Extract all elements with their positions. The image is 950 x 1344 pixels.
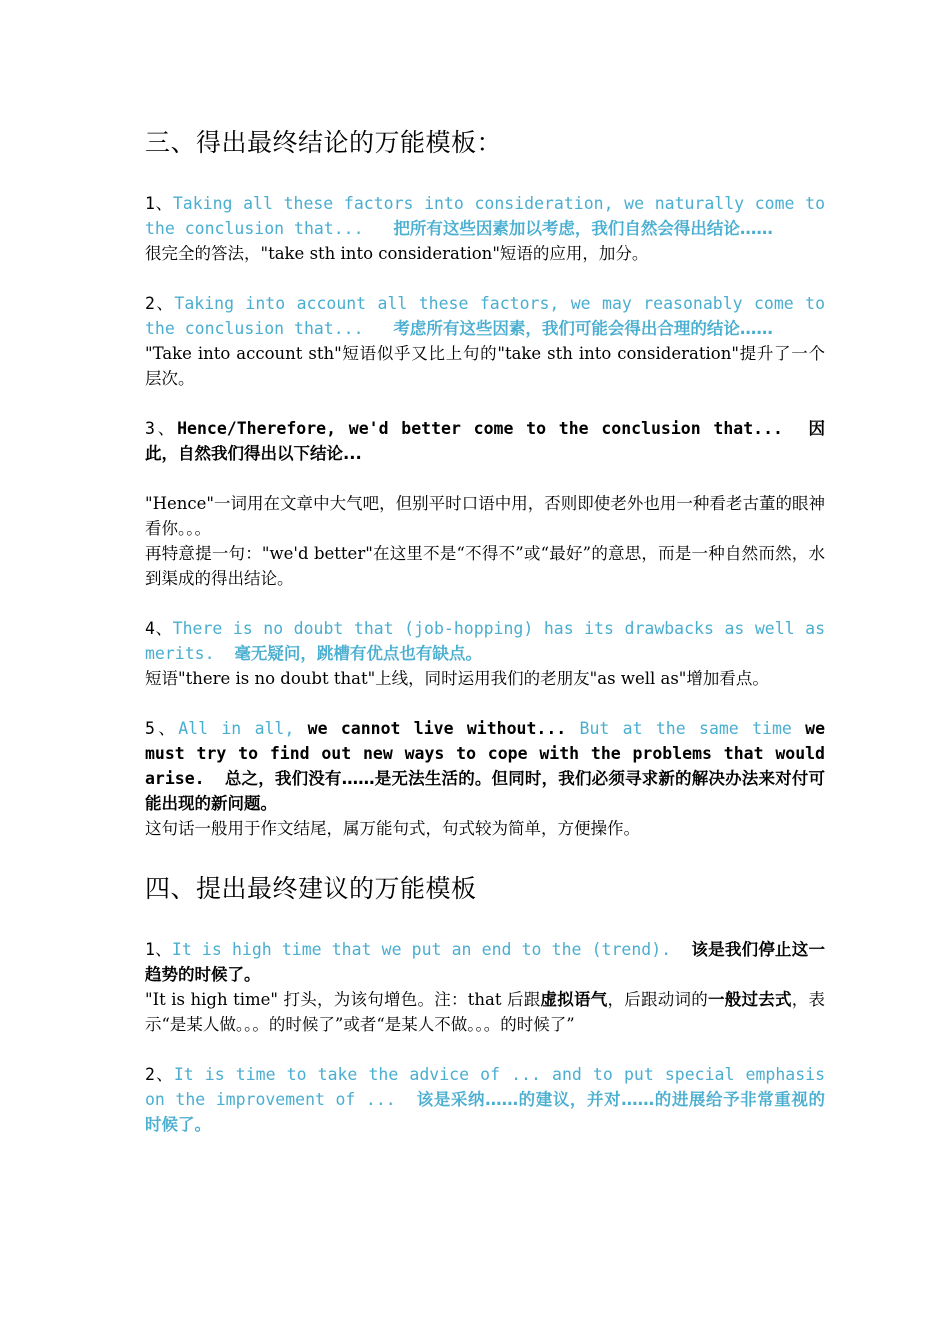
english-sentence: It is high time that we put an end to the (trend). — [171, 940, 672, 959]
usage-note: "It is high time" 打头，为该句增色。注：that 后跟虚拟语气，后跟动词的一般过去式，表示“是某人做。。。的时候了”或者“是某人不做。。。的时候了” — [145, 990, 826, 1034]
emphasis-subjunctive: 虚拟语气 — [540, 990, 608, 1009]
english-phrase-same-time: But at the same time — [579, 719, 792, 738]
section-3-heading: 三、得出最终结论的万能模板： — [145, 128, 503, 157]
chinese-translation: 因此，自然我们得出以下结论... — [145, 419, 825, 463]
usage-note: "Take into account sth"短语似乎又比上句的"take sth into consideration"提升了一个层次。 — [145, 344, 825, 388]
template-item-3-1 — [145, 191, 825, 266]
usage-note: 短语"there is no doubt that"上线，同时运用我们的老朋友"as well as"增加看点。 — [145, 669, 769, 688]
usage-note: 这句话一般用于作文结尾，属万能句式，句式较为简单，方便操作。 — [145, 819, 640, 838]
chinese-translation: 该是采纳……的建议，并对……的进展给予非常重视的时候了。 — [145, 1090, 825, 1134]
usage-note: 很完全的答法，"take sth into consideration"短语的应用，加分。 — [145, 244, 649, 263]
template-item-4-2 — [145, 1062, 825, 1137]
english-sentence-part: we cannot live without... — [307, 719, 567, 738]
item-number: 1、 — [145, 940, 172, 959]
usage-note: "Hence"一词用在文章中大气吧，但别平时口语中用，否则即使老外也用一种看老古董的眼神看你。。。 — [145, 494, 825, 538]
template-item-4-1 — [145, 937, 825, 1037]
english-sentence: Taking into account all these factors, we may reasonably come to the conclusion that... — [145, 294, 826, 338]
item-number: 2、 — [145, 294, 175, 313]
english-sentence-part: we must try to find out new ways to cope with the problems that would arise. — [145, 719, 826, 788]
template-item-3-4 — [145, 616, 825, 691]
chinese-translation: 考虑所有这些因素，我们可能会得出合理的结论…… — [393, 319, 773, 338]
usage-note-extra: 再特意提一句："we'd better"在这里不是“不得不”或“最好”的意思，而是一种自然而然，水到渠成的得出结论。 — [145, 544, 825, 588]
english-phrase-all-in-all: All in all, — [178, 719, 295, 738]
template-item-3-2 — [145, 291, 825, 391]
section-4-heading: 四、提出最终建议的万能模板 — [145, 874, 477, 903]
template-item-3-5 — [145, 716, 825, 841]
english-sentence: Hence/Therefore, we'd better come to the conclusion that... — [177, 419, 783, 438]
item-number: 2、 — [145, 1065, 174, 1084]
english-sentence: Taking all these factors into consideration, we naturally come to the conclusion that... — [145, 194, 826, 238]
chinese-translation: 把所有这些因素加以考虑，我们自然会得出结论…… — [393, 219, 773, 238]
chinese-translation: 该是我们停止这一趋势的时候了。 — [145, 940, 825, 984]
item-number: 5、 — [145, 719, 179, 738]
item-number: 3、 — [145, 419, 178, 438]
english-sentence: There is no doubt that (job-hopping) has its drawbacks as well as merits. — [145, 619, 826, 663]
emphasis-past-tense: 一般过去式 — [708, 990, 792, 1009]
english-sentence: It is time to take the advice of ... and to put special emphasis on the improvement of ... — [145, 1065, 826, 1109]
chinese-translation: 总之，我们没有……是无法生活的。但同时，我们必须寻求新的解决办法来对付可能出现的新问题。 — [145, 769, 825, 813]
item-number: 1、 — [145, 194, 173, 213]
template-item-3-3 — [145, 416, 825, 591]
item-number: 4、 — [145, 619, 173, 638]
document-page — [145, 125, 825, 1162]
chinese-translation: 毫无疑问，跳槽有优点也有缺点。 — [234, 644, 482, 663]
